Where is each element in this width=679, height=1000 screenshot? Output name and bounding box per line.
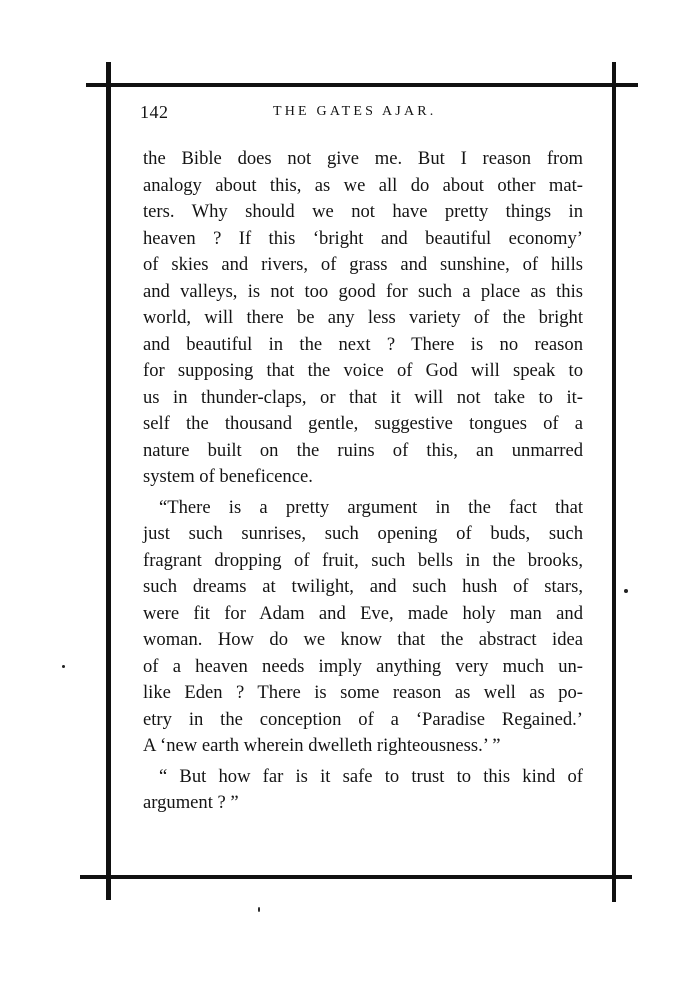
text-line: were fit for Adam and Eve, made holy man and [143,602,583,624]
text-line: of a heaven needs imply anything very much un- [143,655,583,677]
text-line: us in thunder-claps, or that it will not take to it- [143,386,583,408]
page-number: 142 [140,102,169,122]
text-line: etry in the conception of a ‘Paradise Regained.’ [143,708,583,730]
text-line: world, will there be any less variety of the bright [143,307,583,328]
body-text [143,146,583,817]
running-head: THE GATES AJAR. [273,104,437,119]
text-line: of skies and rivers, of grass and sunshine, of hills [143,254,583,275]
ink-speck [624,589,628,593]
frame-bottom-rule [80,875,632,879]
paragraph [143,764,583,817]
paragraph [143,495,583,760]
text-line: for supposing that the voice of God will speak to [143,360,583,381]
text-line: analogy about this, as we all do about other mat- [143,174,583,196]
frame-left-rule [106,62,111,900]
page-header [140,102,580,128]
text-line: the Bible does not give me. But I reason from [143,148,583,169]
text-line: “ But how far is it safe to trust to this kind of [159,765,583,787]
text-line: fragrant dropping of fruit, such bells in the brooks, [143,549,583,571]
text-line: ters. Why should we not have pretty things in [143,201,583,222]
ink-speck [258,907,260,912]
text-line: system of beneficence. [143,466,313,487]
frame-right-rule [612,62,616,902]
text-line: “There is a pretty argument in the fact that [159,496,583,518]
text-line: nature built on the ruins of this, an unmarred [143,439,583,461]
frame-top-rule [86,83,638,87]
text-line: like Eden ? There is some reason as well as po- [143,682,583,703]
text-line: just such sunrises, such opening of buds, such [143,523,583,544]
text-line: and valleys, is not too good for such a place as this [143,280,583,302]
text-line: self the thousand gentle, suggestive tongues of a [143,413,583,434]
text-line: A ‘new earth wherein dwelleth righteousness.’ ” [143,735,501,756]
text-line: and beautiful in the next ? There is no reason [143,333,583,355]
text-line: such dreams at twilight, and such hush of stars, [143,576,583,597]
text-line: woman. How do we know that the abstract idea [143,629,583,650]
ink-speck [62,665,65,668]
text-line: argument ? ” [143,792,239,813]
paragraph [143,146,583,491]
text-line: heaven ? If this ‘bright and beautiful economy’ [143,227,583,249]
